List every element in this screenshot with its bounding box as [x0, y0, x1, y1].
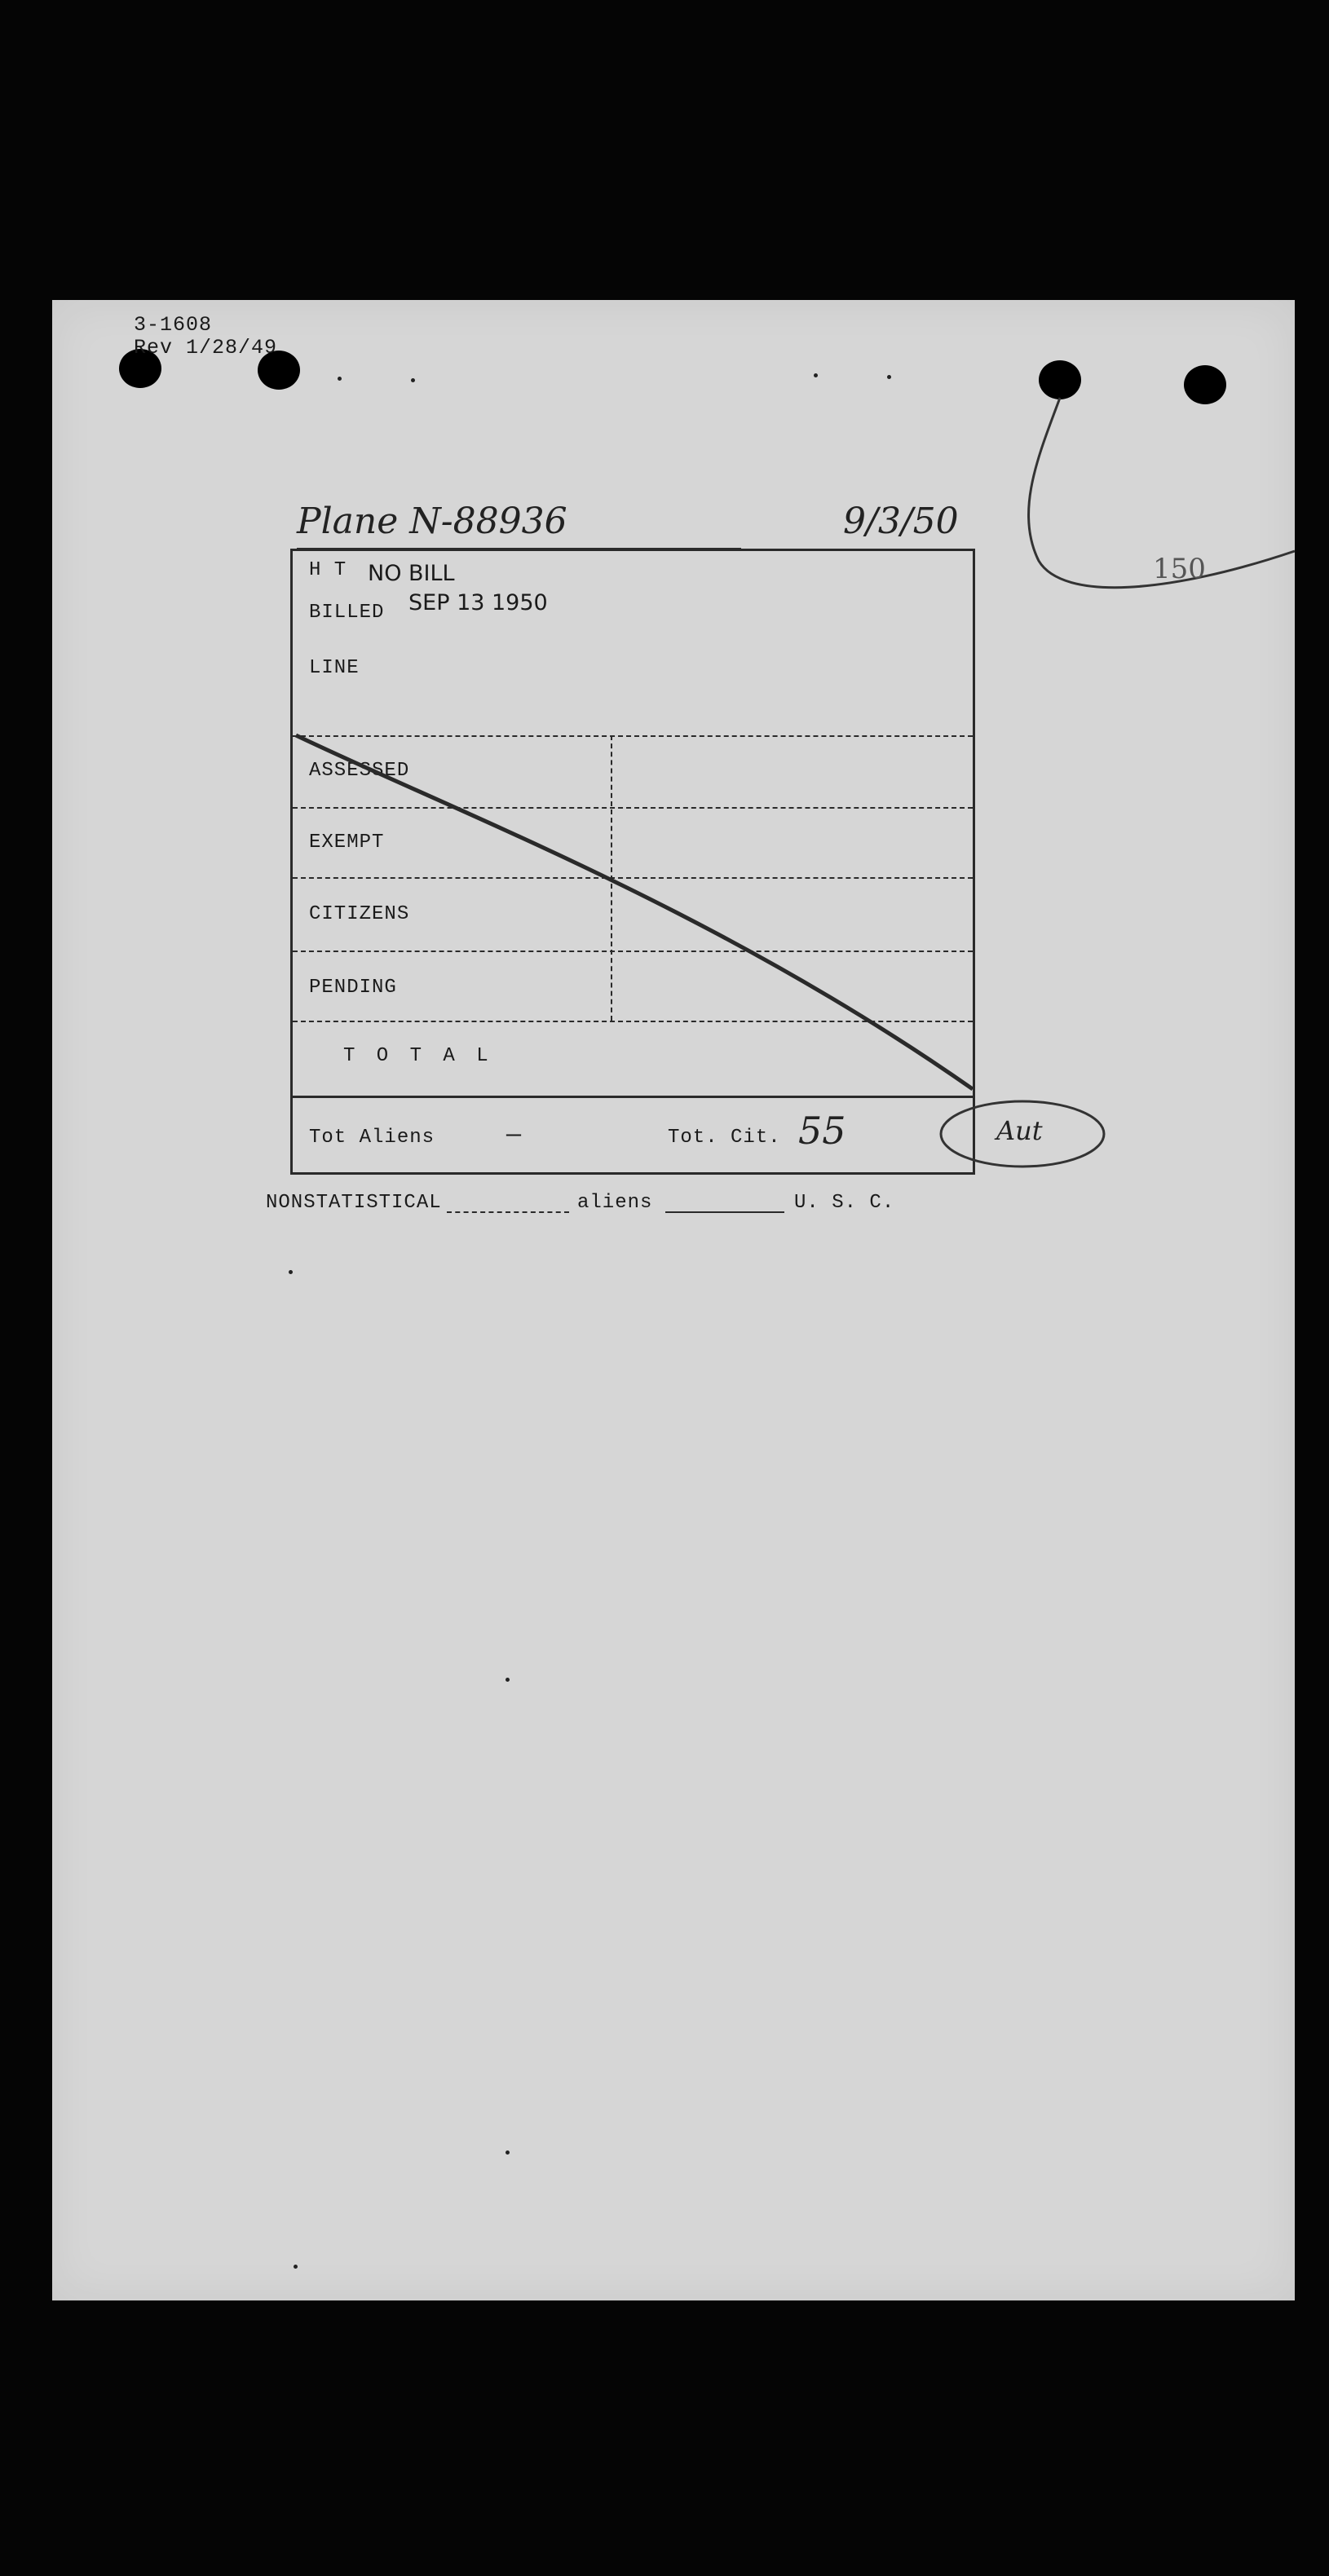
- total-label: T O T A L: [343, 1045, 493, 1067]
- tot-cit-value: 55: [798, 1109, 846, 1153]
- tot-cit-label: Tot. Cit.: [668, 1127, 781, 1149]
- tot-aliens-value: —: [506, 1122, 523, 1149]
- circled-note: Aut: [996, 1115, 1043, 1146]
- aliens-label: aliens: [577, 1192, 653, 1214]
- document-sheet: [52, 300, 1295, 2300]
- form-table: [290, 549, 975, 1175]
- row-label-exempt: EXEMPT: [309, 831, 385, 854]
- speck: [294, 2265, 298, 2269]
- speck: [506, 2150, 510, 2155]
- billed-stamp: SEP 13 1950: [408, 590, 548, 615]
- line-label: LINE: [309, 657, 360, 679]
- aliens-blank: [665, 1211, 784, 1213]
- nonstatistical-label: NONSTATISTICAL: [266, 1192, 442, 1214]
- form-number: 3-1608: [134, 313, 213, 337]
- tot-aliens-label: Tot Aliens: [309, 1127, 435, 1149]
- strike-through-line: [293, 551, 978, 1177]
- ht-label: H T: [309, 559, 347, 581]
- speck: [506, 1678, 510, 1682]
- speck: [814, 373, 818, 377]
- speck: [338, 377, 342, 381]
- date-handwritten: 9/3/50: [843, 501, 959, 542]
- nonstatistical-blank: [447, 1211, 569, 1213]
- form-revision: Rev 1/28/49: [134, 336, 278, 359]
- speck: [887, 375, 891, 379]
- billed-label: BILLED: [309, 602, 385, 624]
- ht-stamp: NO BILL: [368, 561, 455, 586]
- row-label-pending: PENDING: [309, 977, 397, 999]
- plane-number-handwritten: Plane N-88936: [297, 501, 567, 542]
- speck: [411, 378, 415, 382]
- speck: [289, 1270, 293, 1274]
- usc-label: U. S. C.: [794, 1192, 895, 1214]
- row-label-assessed: ASSESSED: [309, 760, 410, 782]
- margin-number: 150: [1153, 553, 1206, 585]
- row-label-citizens: CITIZENS: [309, 903, 410, 925]
